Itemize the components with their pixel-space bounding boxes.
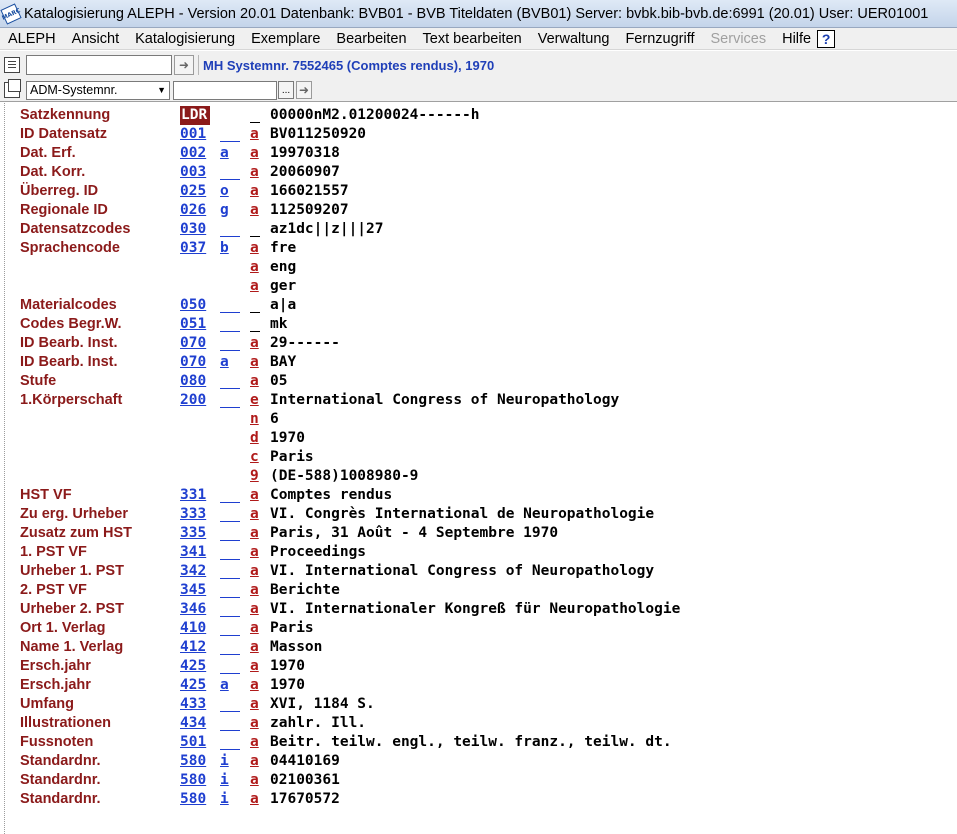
window-title: Katalogisierung ALEPH - Version 20.01 Datenbank: BVB01 - BVB Titeldaten (BVB01) Server: bvbk.bib-bvb.de:6991 (20.01) User: UER01001 (24, 5, 929, 22)
field-label: Ersch.jahr (20, 677, 91, 693)
subfield-blank[interactable] (250, 236, 260, 237)
field-indicator[interactable]: i (220, 791, 229, 807)
toolbar-index (0, 79, 957, 102)
field-tag[interactable]: 001 (180, 126, 207, 142)
field-value[interactable]: 6 (270, 411, 279, 427)
subfield-code[interactable]: a (250, 753, 259, 769)
record-field-row[interactable] (8, 486, 957, 505)
field-tag[interactable]: 080 (180, 373, 207, 389)
field-label: 1.Körperschaft (20, 392, 123, 408)
subfield-code[interactable]: a (250, 734, 259, 750)
field-label: Satzkennung (20, 107, 111, 123)
indicator-blank[interactable] (220, 578, 240, 579)
record-editor[interactable] (8, 103, 957, 834)
field-value[interactable]: Masson (270, 639, 323, 655)
indicator-blank[interactable] (220, 635, 240, 636)
field-value[interactable]: VI. International Congress of Neuropathology (270, 563, 655, 579)
toolbar-separator (198, 55, 199, 75)
menu-item-ansicht[interactable]: Ansicht (71, 30, 120, 47)
field-indicator[interactable]: b (220, 240, 229, 256)
record-field-row[interactable] (8, 106, 957, 125)
record-field-row[interactable] (8, 429, 957, 448)
record-field-row[interactable] (8, 220, 957, 239)
subfield-code[interactable]: a (250, 373, 259, 389)
field-indicator[interactable]: o (220, 183, 229, 199)
subfield-code[interactable]: a (250, 658, 259, 674)
record-field-row[interactable] (8, 676, 957, 695)
field-label: Zusatz zum HST (20, 525, 132, 541)
indicator-blank[interactable] (220, 673, 240, 674)
subfield-code[interactable]: a (250, 791, 259, 807)
lookup-dots-button[interactable]: ... (278, 81, 294, 99)
marc-app-icon: MARC (0, 3, 21, 24)
indicator-blank[interactable] (220, 350, 240, 351)
field-label: Name 1. Verlag (20, 639, 124, 655)
record-field-row[interactable] (8, 163, 957, 182)
field-value[interactable]: XVI, 1184 S. (270, 696, 375, 712)
indicator-blank[interactable] (220, 179, 240, 180)
record-field-row[interactable] (8, 505, 957, 524)
menu-item-exemplare[interactable]: Exemplare (251, 30, 321, 47)
field-value[interactable]: Comptes rendus (270, 487, 393, 503)
field-tag[interactable]: 433 (180, 696, 207, 712)
chevron-down-icon: ▼ (157, 85, 166, 95)
record-field-row[interactable] (8, 125, 957, 144)
field-value[interactable]: Paris (270, 449, 314, 465)
field-tag[interactable]: 051 (180, 316, 207, 332)
subfield-code[interactable]: a (250, 525, 259, 541)
subfield-code[interactable]: a (250, 145, 259, 161)
field-value[interactable]: BAY (270, 354, 297, 370)
field-tag[interactable]: 037 (180, 240, 207, 256)
title-bar (0, 0, 957, 28)
indicator-blank[interactable] (220, 407, 240, 408)
field-value[interactable]: 1970 (270, 677, 305, 693)
subfield-code[interactable]: d (250, 430, 259, 446)
subfield-code[interactable]: a (250, 639, 259, 655)
record-field-row[interactable] (8, 258, 957, 277)
record-info: MH Systemnr. 7552465 (Comptes rendus), 1970 (203, 57, 495, 73)
field-tag[interactable]: 434 (180, 715, 207, 731)
field-value[interactable]: ger (270, 278, 297, 294)
field-tag[interactable]: 331 (180, 487, 207, 503)
field-tag[interactable]: 070 (180, 354, 207, 370)
menu-item-katalogisierung[interactable]: Katalogisierung (135, 30, 236, 47)
record-field-row[interactable] (8, 543, 957, 562)
field-label: Dat. Korr. (20, 164, 86, 180)
record-icon[interactable] (4, 57, 20, 73)
record-field-row[interactable] (8, 315, 957, 334)
field-label: Ort 1. Verlag (20, 620, 106, 636)
subfield-code[interactable]: a (250, 126, 259, 142)
search-input[interactable] (26, 55, 172, 75)
record-field-row[interactable] (8, 638, 957, 657)
field-value[interactable]: Berichte (270, 582, 340, 598)
lookup-input[interactable] (173, 81, 277, 100)
field-tag[interactable]: 200 (180, 392, 207, 408)
subfield-code[interactable]: a (250, 183, 259, 199)
subfield-code[interactable]: a (250, 335, 259, 351)
field-value[interactable]: Paris, 31 Août - 4 Septembre 1970 (270, 525, 559, 541)
indicator-blank[interactable] (220, 540, 240, 541)
field-value[interactable]: VI. Congrès International de Neuropathologie (270, 506, 655, 522)
field-tag[interactable]: 335 (180, 525, 207, 541)
indicator-blank[interactable] (220, 559, 240, 560)
indicator-blank[interactable] (220, 502, 240, 503)
record-field-row[interactable] (8, 144, 957, 163)
record-field-row[interactable] (8, 391, 957, 410)
field-tag[interactable]: 342 (180, 563, 207, 579)
field-value[interactable]: 19970318 (270, 145, 340, 161)
subfield-code[interactable]: e (250, 392, 259, 408)
subfield-code[interactable]: a (250, 772, 259, 788)
field-value[interactable]: 00000nM2.01200024------h (270, 107, 480, 123)
field-label: Standardnr. (20, 753, 101, 769)
record-field-row[interactable] (8, 410, 957, 429)
field-value[interactable]: az1dc||z|||27 (270, 221, 384, 237)
field-value[interactable]: 04410169 (270, 753, 340, 769)
field-tag[interactable]: 002 (180, 145, 207, 161)
record-field-row[interactable] (8, 467, 957, 486)
indicator-blank[interactable] (220, 597, 240, 598)
indicator-blank[interactable] (220, 749, 240, 750)
menu-item-fernzugriff[interactable]: Fernzugriff (625, 30, 695, 47)
field-tag[interactable]: 070 (180, 335, 207, 351)
field-indicator[interactable]: g (220, 202, 229, 218)
subfield-blank[interactable] (250, 331, 260, 332)
record-field-row[interactable] (8, 239, 957, 258)
copy-icon[interactable] (4, 82, 20, 98)
field-label: Regionale ID (20, 202, 108, 218)
field-value[interactable]: BV011250920 (270, 126, 367, 142)
record-field-row[interactable] (8, 581, 957, 600)
field-value[interactable]: VI. Internationaler Kongreß für Neuropathologie (270, 601, 681, 617)
field-label: Ersch.jahr (20, 658, 91, 674)
record-field-row[interactable] (8, 372, 957, 391)
subfield-code[interactable]: a (250, 164, 259, 180)
record-field-row[interactable] (8, 334, 957, 353)
subfield-code[interactable]: a (250, 506, 259, 522)
record-field-row[interactable] (8, 562, 957, 581)
indicator-blank[interactable] (220, 236, 240, 237)
indicator-blank[interactable] (220, 141, 240, 142)
field-indicator[interactable]: a (220, 354, 229, 370)
record-field-row[interactable] (8, 448, 957, 467)
record-field-row[interactable] (8, 296, 957, 315)
record-field-row[interactable] (8, 353, 957, 372)
subfield-code[interactable]: a (250, 487, 259, 503)
record-field-row[interactable] (8, 657, 957, 676)
record-field-row[interactable] (8, 695, 957, 714)
field-value[interactable]: mk (270, 316, 288, 332)
field-label: Stufe (20, 373, 57, 389)
indicator-blank[interactable] (220, 312, 240, 313)
field-value[interactable]: 05 (270, 373, 288, 389)
field-indicator[interactable]: a (220, 677, 229, 693)
field-tag[interactable]: 580 (180, 753, 207, 769)
field-label: 1. PST VF (20, 544, 87, 560)
subfield-code[interactable]: n (250, 411, 259, 427)
field-value[interactable]: a|a (270, 297, 297, 313)
record-field-row[interactable] (8, 600, 957, 619)
field-indicator[interactable]: i (220, 772, 229, 788)
index-select-value: ADM-Systemnr. (30, 83, 118, 97)
subfield-blank[interactable] (250, 312, 260, 313)
field-label: Standardnr. (20, 791, 101, 807)
field-tag[interactable]: 025 (180, 183, 207, 199)
field-label: Urheber 2. PST (20, 601, 124, 617)
menu-item-bearbeiten[interactable]: Bearbeiten (336, 30, 407, 47)
field-value[interactable]: 1970 (270, 430, 305, 446)
field-label: Zu erg. Urheber (20, 506, 128, 522)
record-field-row[interactable] (8, 771, 957, 790)
indicator-blank[interactable] (220, 521, 240, 522)
field-label: Urheber 1. PST (20, 563, 124, 579)
subfield-code[interactable]: a (250, 563, 259, 579)
subfield-code[interactable]: a (250, 715, 259, 731)
field-tag[interactable]: 345 (180, 582, 207, 598)
subfield-code[interactable]: a (250, 696, 259, 712)
record-field-row[interactable] (8, 714, 957, 733)
index-select[interactable] (26, 81, 170, 100)
field-label: ID Bearb. Inst. (20, 335, 118, 351)
field-indicator[interactable]: i (220, 753, 229, 769)
subfield-code[interactable]: c (250, 449, 259, 465)
field-value[interactable]: 17670572 (270, 791, 340, 807)
record-field-row[interactable] (8, 524, 957, 543)
field-indicator[interactable]: a (220, 145, 229, 161)
record-field-row[interactable] (8, 619, 957, 638)
field-label: HST VF (20, 487, 72, 503)
field-label: Illustrationen (20, 715, 112, 731)
field-label: Überreg. ID (20, 183, 99, 199)
field-tag[interactable]: 026 (180, 202, 207, 218)
field-value[interactable]: eng (270, 259, 297, 275)
field-tag[interactable]: 341 (180, 544, 207, 560)
field-label: Sprachencode (20, 240, 120, 256)
field-tag[interactable]: 580 (180, 772, 207, 788)
subfield-code[interactable]: a (250, 278, 259, 294)
field-tag[interactable]: 346 (180, 601, 207, 617)
subfield-code[interactable]: 9 (250, 468, 259, 484)
record-field-row[interactable] (8, 790, 957, 809)
field-value[interactable]: fre (270, 240, 297, 256)
field-label: Datensatzcodes (20, 221, 131, 237)
subfield-code[interactable]: a (250, 544, 259, 560)
subfield-code[interactable]: a (250, 259, 259, 275)
search-go-button[interactable]: ➜ (174, 55, 194, 75)
field-label: ID Datensatz (20, 126, 108, 142)
field-label: Dat. Erf. (20, 145, 76, 161)
field-tag[interactable]: 425 (180, 658, 207, 674)
menu-item-verwaltung[interactable]: Verwaltung (537, 30, 610, 47)
field-tag[interactable]: 003 (180, 164, 207, 180)
field-value[interactable]: zahlr. Ill. (270, 715, 367, 731)
field-tag[interactable]: LDR (180, 106, 210, 125)
subfield-code[interactable]: a (250, 240, 259, 256)
indicator-blank[interactable] (220, 730, 240, 731)
field-tag[interactable]: 425 (180, 677, 207, 693)
record-field-row[interactable] (8, 752, 957, 771)
lookup-go-button[interactable]: ➜ (296, 81, 312, 99)
field-label: Standardnr. (20, 772, 101, 788)
menu-item-text-bearbeiten[interactable]: Text bearbeiten (422, 30, 522, 47)
record-field-row[interactable] (8, 182, 957, 201)
field-label: Materialcodes (20, 297, 117, 313)
field-tag[interactable]: 050 (180, 297, 207, 313)
menu-bar (0, 28, 957, 50)
field-value[interactable]: 166021557 (270, 183, 349, 199)
field-value[interactable]: Paris (270, 620, 314, 636)
field-label: Fussnoten (20, 734, 94, 750)
menu-item-hilfe[interactable]: Hilfe (782, 30, 812, 47)
subfield-code[interactable]: a (250, 677, 259, 693)
subfield-code[interactable]: a (250, 582, 259, 598)
field-tag[interactable]: 580 (180, 791, 207, 807)
field-tag[interactable]: 501 (180, 734, 207, 750)
subfield-code[interactable]: a (250, 601, 259, 617)
field-label: Codes Begr.W. (20, 316, 122, 332)
field-value[interactable]: Beitr. teilw. engl., teilw. franz., teilw. dt. (270, 734, 672, 750)
field-value[interactable]: (DE-588)1008980-9 (270, 468, 419, 484)
menu-item-services[interactable]: Services (710, 30, 767, 47)
field-value[interactable]: Proceedings (270, 544, 367, 560)
subfield-code[interactable]: a (250, 202, 259, 218)
field-value[interactable]: 02100361 (270, 772, 340, 788)
indicator-blank[interactable] (220, 331, 240, 332)
subfield-blank[interactable] (250, 122, 260, 123)
help-icon[interactable]: ? (817, 30, 835, 48)
toolbar-search (0, 51, 957, 79)
indicator-blank[interactable] (220, 616, 240, 617)
field-value[interactable]: 20060907 (270, 164, 340, 180)
record-field-row[interactable] (8, 733, 957, 752)
field-value[interactable]: 112509207 (270, 202, 349, 218)
indicator-blank[interactable] (220, 388, 240, 389)
field-value[interactable]: International Congress of Neuropathology (270, 392, 620, 408)
field-tag[interactable]: 333 (180, 506, 207, 522)
record-field-row[interactable] (8, 201, 957, 220)
field-label: Umfang (20, 696, 74, 712)
menu-item-aleph[interactable]: ALEPH (8, 30, 56, 47)
field-tag[interactable]: 410 (180, 620, 207, 636)
field-tag[interactable]: 412 (180, 639, 207, 655)
field-tag[interactable]: 030 (180, 221, 207, 237)
indicator-blank[interactable] (220, 711, 240, 712)
field-value[interactable]: 1970 (270, 658, 305, 674)
indicator-blank[interactable] (220, 654, 240, 655)
subfield-code[interactable]: a (250, 354, 259, 370)
subfield-code[interactable]: a (250, 620, 259, 636)
field-label: 2. PST VF (20, 582, 87, 598)
record-field-row[interactable] (8, 277, 957, 296)
field-value[interactable]: 29------ (270, 335, 340, 351)
field-label: ID Bearb. Inst. (20, 354, 118, 370)
